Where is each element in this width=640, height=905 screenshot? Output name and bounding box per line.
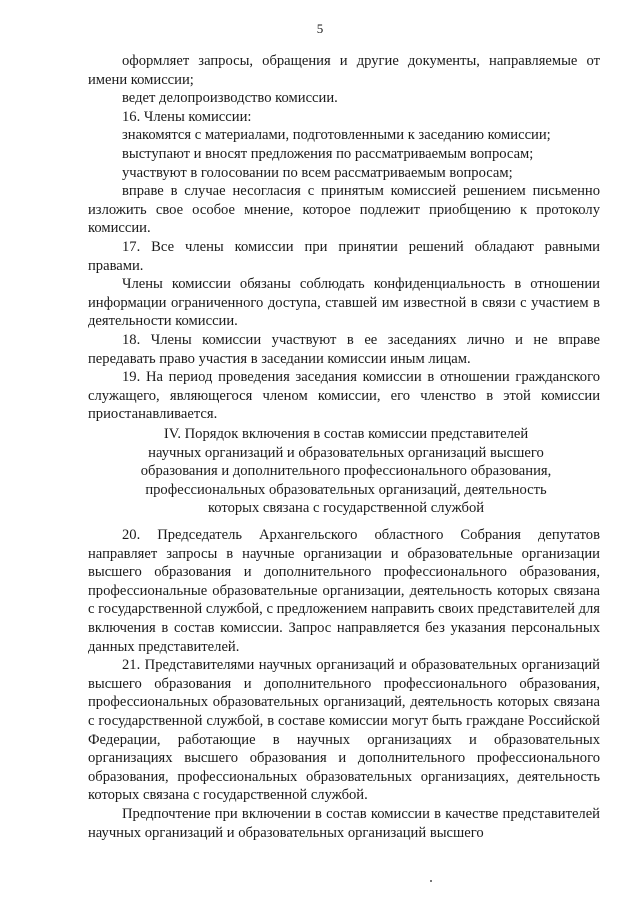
paragraph: 19. На период проведения заседания комиссии в отношении гражданского служащего, являющегося членом комиссии, его членство в этой комиссии приостанавливается. — [88, 369, 600, 423]
paragraph: участвуют в голосовании по всем рассматриваемым вопросам; — [122, 164, 513, 181]
paragraph: 16. Члены комиссии: — [122, 108, 252, 125]
section-heading: IV. Порядок включения в состав комиссии представителей научных организаций и образовательных организаций высшего образования и дополнительного профессионального образования, профессиональных образовательных организаций, деятельность которых связана с государственной службой — [140, 426, 552, 517]
paragraph: оформляет запросы, обращения и другие документы, направляемые от имени комиссии; — [88, 53, 600, 88]
paragraph: 20. Председатель Архангельского областного Собрания депутатов направляет запросы в научные организации и образовательные организации высшего образования и дополнительного профессионального образования, профессиональные образовательные организации, деятельность которых связана с государственной службой, с предложением направить своих представителей для включения в состав комиссии. Запрос направляется без указания персональных данных представителей. — [88, 527, 600, 655]
paragraph: вправе в случае несогласия с принятым комиссией решением письменно изложить свое особое мнение, которое подлежит приобщению к протоколу комиссии. — [88, 183, 600, 237]
paragraph: 18. Члены комиссии участвуют в ее заседаниях лично и не вправе передавать право участия в заседании комиссии иным лицам. — [88, 331, 600, 367]
paragraph: ведет делопроизводство комиссии. — [122, 90, 338, 107]
paragraph: знакомятся с материалами, подготовленными к заседанию комиссии; — [122, 127, 551, 144]
paragraph: 21. Представителями научных организаций и образовательных организаций высшего образования и дополнительного профессионального образования, профессиональных образовательных организаций, деятельность которых связана с государственной службой, в составе комиссии могут быть граждане Российской Федерации, работающие в научных организациях и образовательных организациях высшего образования и дополнительного профессионального образования, профессиональных образовательных организациях, деятельность которых связана с государственной службой. — [88, 657, 600, 804]
paragraph: 17. Все члены комиссии при принятии решений обладают равными правами. — [88, 238, 600, 274]
paragraph: Предпочтение при включении в состав комиссии в качестве представителей научных организаций и образовательных организаций высшего — [88, 805, 600, 841]
section-body — [88, 526, 600, 842]
scan-speck — [430, 880, 432, 882]
paragraph: выступают и вносят предложения по рассматриваемым вопросам; — [122, 145, 534, 162]
page-number: 5 — [316, 21, 324, 36]
document-body — [88, 52, 600, 424]
paragraph: Члены комиссии обязаны соблюдать конфиденциальность в отношении информации ограниченного доступа, ставшей им известной в связи с участием в деятельности комиссии. — [88, 276, 600, 330]
